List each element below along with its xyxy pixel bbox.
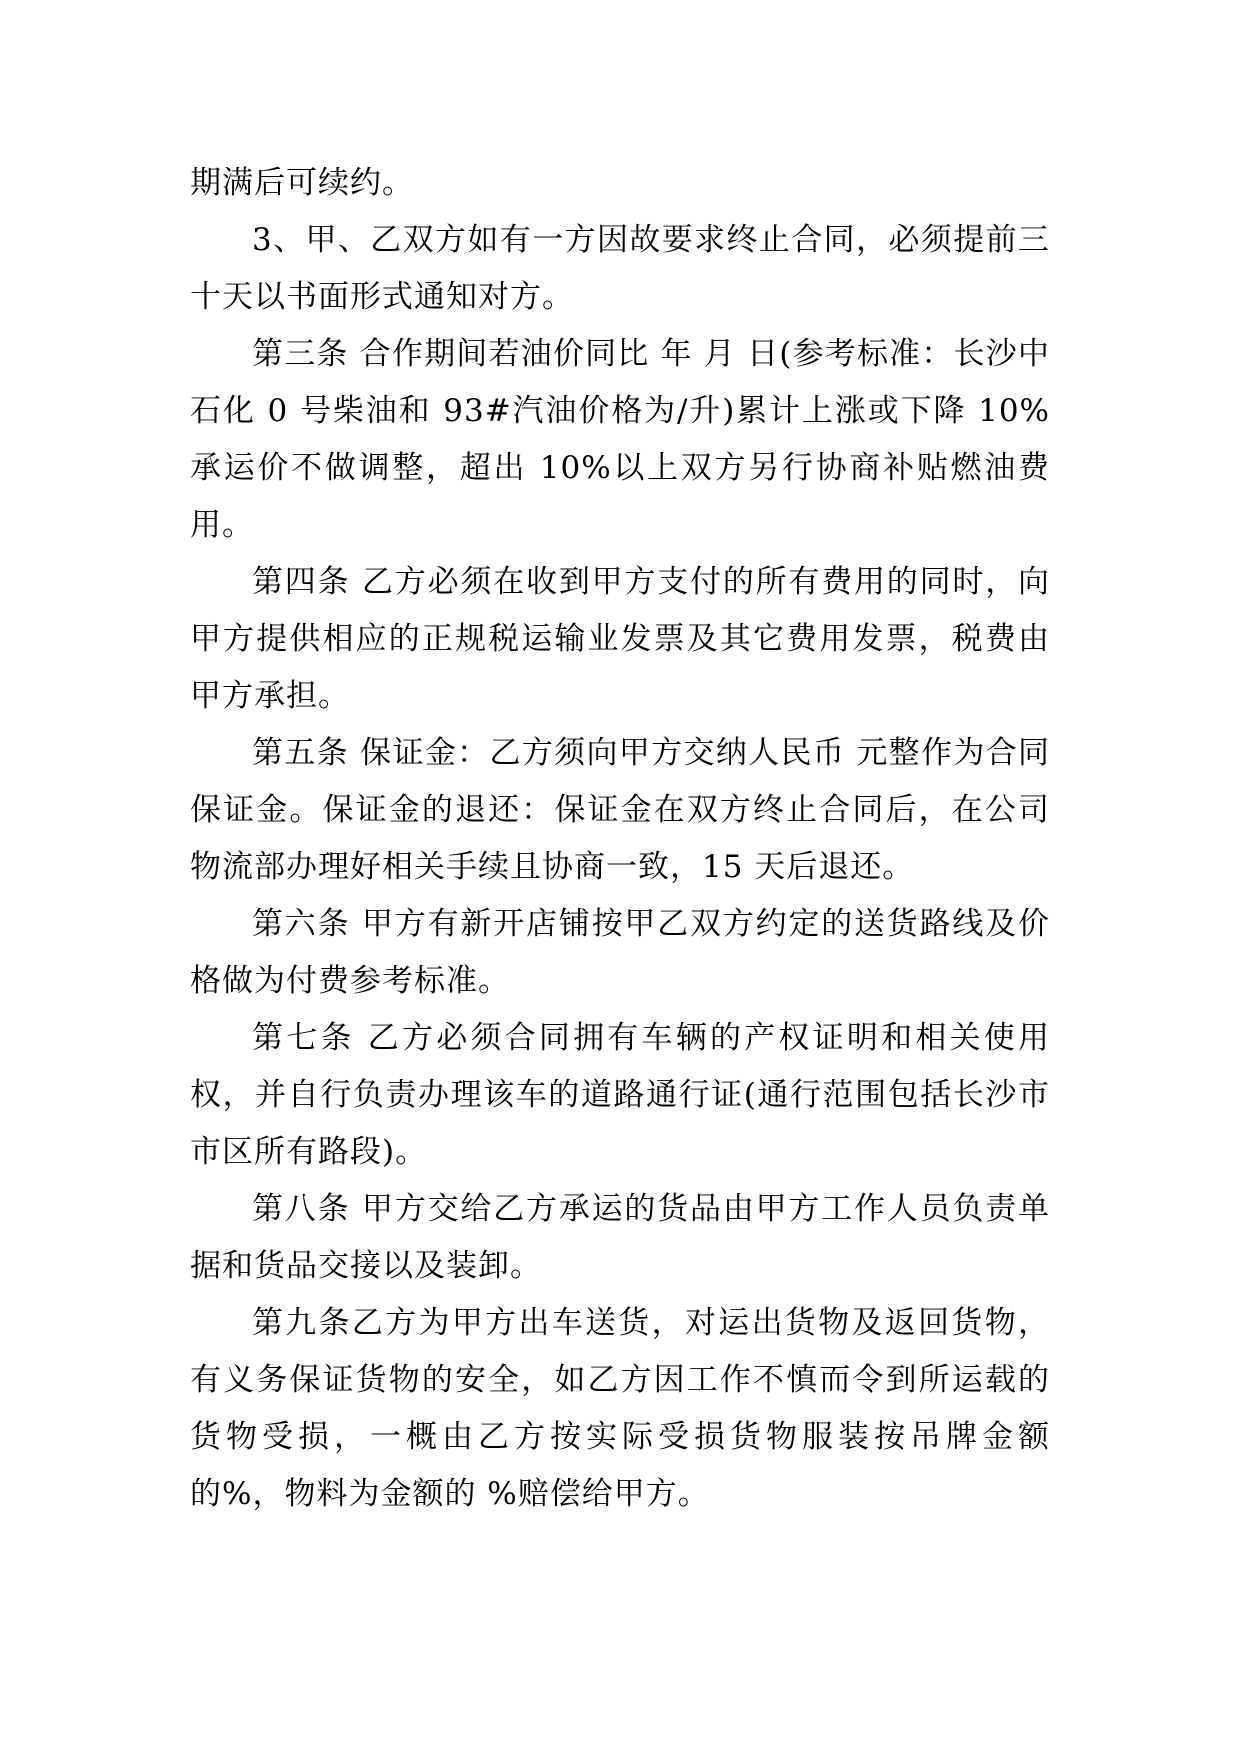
paragraph-continuation: 期满后可续约。 xyxy=(190,165,414,201)
paragraph-article-4: 第四条 乙方必须在收到甲方支付的所有费用的同时，向甲方提供相应的正规税运输业发票及其它费用发票，税费由甲方承担。 xyxy=(190,564,1050,714)
paragraph-article-7: 第七条 乙方必须合同拥有车辆的产权证明和相关使用权，并自行负责办理该车的道路通行证(通行范围包括长沙市市区所有路段)。 xyxy=(190,1020,1050,1170)
paragraph-article-8: 第八条 甲方交给乙方承运的货品由甲方工作人员负责单据和货品交接以及装卸。 xyxy=(190,1191,1050,1284)
document-body xyxy=(190,155,1050,1523)
paragraph-clause-2-3: 3、甲、乙双方如有一方因故要求终止合同，必须提前三十天以书面形式通知对方。 xyxy=(190,222,1050,315)
paragraph-article-9: 第九条乙方为甲方出车送货，对运出货物及返回货物，有义务保证货物的安全，如乙方因工作不慎而令到所运载的货物受损，一概由乙方按实际受损货物服装按吊牌金额的%，物料为金额的 %赔偿给甲方。 xyxy=(190,1305,1050,1512)
paragraph-article-3: 第三条 合作期间若油价同比 年 月 日(参考标准：长沙中石化 0 号柴油和 93#汽油价格为/升)累计上涨或下降 10%承运价不做调整，超出 10%以上双方另行协商补贴燃油费用。 xyxy=(190,336,1050,543)
paragraph-article-6: 第六条 甲方有新开店铺按甲乙双方约定的送货路线及价格做为付费参考标准。 xyxy=(190,906,1050,999)
paragraph-article-5: 第五条 保证金：乙方须向甲方交纳人民币 元整作为合同保证金。保证金的退还：保证金在双方终止合同后，在公司物流部办理好相关手续且协商一致，15 天后退还。 xyxy=(190,735,1050,885)
